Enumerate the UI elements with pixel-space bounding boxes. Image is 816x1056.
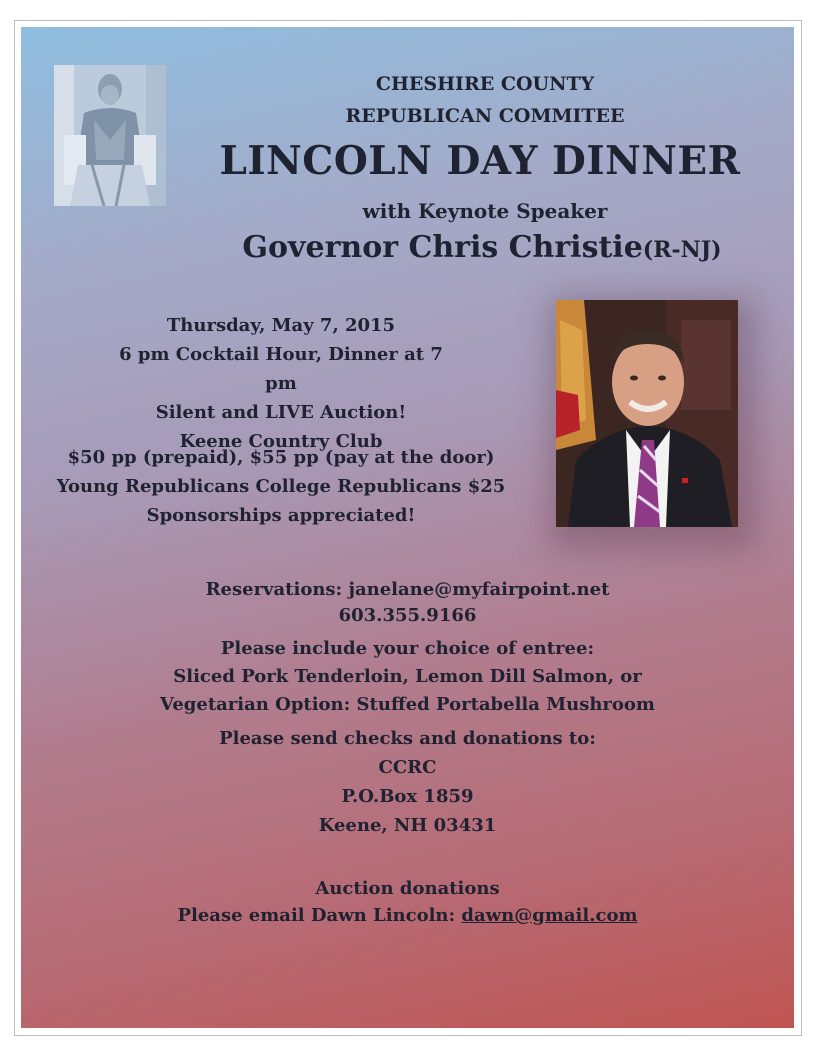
event-venue: Keene Country Club <box>179 431 383 452</box>
event-time: 6 pm Cocktail Hour, Dinner at 7 pm <box>119 344 443 394</box>
auction-email-link[interactable]: dawn@gmail.com <box>461 905 638 926</box>
checks-instruction: Please send checks and donations to: <box>219 728 596 749</box>
org-name-line1: CHESHIRE COUNTY <box>375 73 595 95</box>
speaker-photo <box>556 300 738 527</box>
poster <box>21 27 794 1028</box>
event-date: Thursday, May 7, 2015 <box>166 315 396 336</box>
address-name: CCRC <box>378 757 437 778</box>
event-details <box>111 311 451 456</box>
keynote-label: with Keynote Speaker <box>362 199 608 223</box>
auction-donations <box>21 875 794 929</box>
pricing-line: Young Republicans College Republicans $25 <box>56 476 506 497</box>
speaker-name-line <box>171 230 793 265</box>
address-po-box: P.O.Box 1859 <box>341 786 474 807</box>
pricing-details <box>21 443 541 530</box>
auction-email-line <box>21 902 794 929</box>
auction-email-prefix: Please email Dawn Lincoln: <box>177 905 462 926</box>
event-title: LINCOLN DAY DINNER <box>219 138 741 184</box>
pricing-line: $50 pp (prepaid), $55 pp (pay at the door) <box>67 447 495 468</box>
lincoln-statue-image <box>54 65 166 206</box>
speaker-party: (R-NJ) <box>642 237 722 263</box>
address-city: Keene, NH 03431 <box>318 815 497 836</box>
org-name-line2: REPUBLICAN COMMITEE <box>345 105 625 127</box>
reservations <box>21 577 794 629</box>
event-auction: Silent and LIVE Auction! <box>155 402 407 423</box>
entree-line: Vegetarian Option: Stuffed Portabella Mushroom <box>160 694 655 715</box>
entree-line: Please include your choice of entree: <box>220 638 595 659</box>
mailing-address <box>21 724 794 840</box>
entree-options <box>21 635 794 719</box>
auction-heading: Auction donations <box>315 878 500 899</box>
reservations-phone: 603.355.9166 <box>338 605 477 626</box>
reservations-email: Reservations: janelane@myfairpoint.net <box>205 579 610 600</box>
entree-line: Sliced Pork Tenderloin, Lemon Dill Salmon, or <box>173 666 642 687</box>
pricing-line: Sponsorships appreciated! <box>146 505 416 526</box>
speaker-name: Governor Chris Christie <box>242 230 643 265</box>
